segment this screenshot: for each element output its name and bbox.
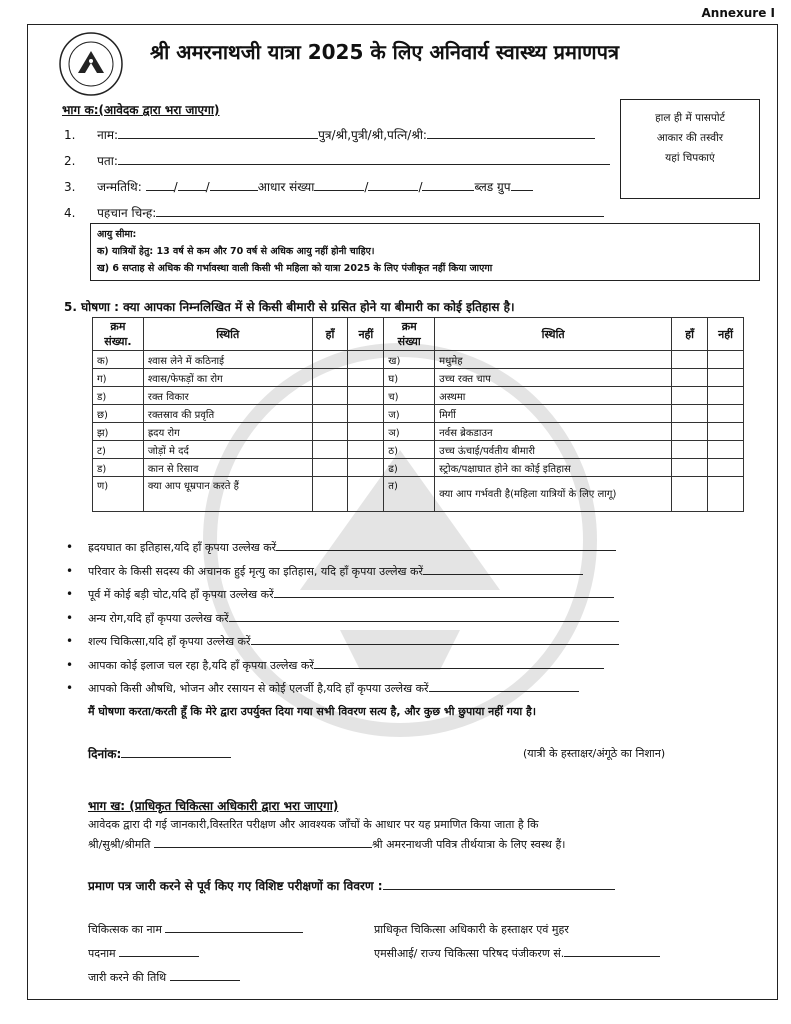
row-serial: घ) xyxy=(384,369,435,387)
registration-input[interactable] xyxy=(564,946,660,957)
question-text: आपका कोई इलाज चल रहा है,यदि हाँ कृपया उल्लेख करें xyxy=(88,658,314,672)
answer-input[interactable] xyxy=(276,540,616,551)
row-serial: त) xyxy=(384,477,435,512)
row-serial: ज) xyxy=(384,405,435,423)
row-condition: उच्च रक्त चाप xyxy=(435,369,672,387)
list-item xyxy=(66,677,619,701)
aadhaar-part-2[interactable] xyxy=(368,180,418,191)
bullet-icon: • xyxy=(66,681,74,695)
id-mark-label: पहचान चिन्ह: xyxy=(97,206,157,220)
blood-group-input[interactable] xyxy=(511,180,533,191)
answer-input[interactable] xyxy=(314,658,604,669)
table-row xyxy=(93,441,744,459)
yes-cell[interactable] xyxy=(672,477,708,512)
no-cell[interactable] xyxy=(348,441,384,459)
list-item xyxy=(66,607,619,631)
dob-label: जन्मतिथि: xyxy=(97,180,142,194)
yes-cell[interactable] xyxy=(312,477,348,512)
yes-cell[interactable] xyxy=(312,459,348,477)
yes-cell[interactable] xyxy=(312,387,348,405)
signature-label: (यात्री के हस्ताक्षर/अंगूठे का निशान) xyxy=(523,747,666,760)
form-title: श्री अमरनाथजी यात्रा 2025 के लिए अनिवार्य स्वास्थ्य प्रमाणपत्र xyxy=(150,40,619,64)
yes-cell[interactable] xyxy=(672,351,708,369)
dob-year[interactable] xyxy=(210,180,258,191)
row-condition: कान से रिसाव xyxy=(143,459,312,477)
list-item xyxy=(66,630,619,654)
row-serial: ढ) xyxy=(384,459,435,477)
issue-date-input[interactable] xyxy=(170,970,240,981)
row-serial: ड) xyxy=(93,459,144,477)
designation-label: पदनाम xyxy=(88,947,116,960)
part-b-heading: भाग ख: (प्राधिकृत चिकित्सा अधिकारी द्वारा भरा जाएगा) xyxy=(88,799,339,813)
doctor-name-input[interactable] xyxy=(165,922,303,933)
question-text: परिवार के किसी सदस्य की अचानक हुई मृत्यु का इतिहास, यदि हाँ कृपया उल्लेख करें xyxy=(88,564,423,578)
declaration-statement: मैं घोषणा करता/करती हूँ कि मेरे द्वारा उपर्युक्त दिया गया सभी विवरण सत्य है, और कुछ भी छुपाया नहीं गया है। xyxy=(88,705,537,718)
name-input[interactable] xyxy=(118,128,318,139)
field-number: 4. xyxy=(64,206,76,220)
tests-label: प्रमाण पत्र जारी करने से पूर्व किए गए विशिष्ट परीक्षणों का विवरण : xyxy=(88,879,383,893)
age-limit-box xyxy=(90,223,760,281)
age-limit-a: क) यात्रियों हेतु: 13 वर्ष से कम और 70 वर्ष से अधिक आयु नहीं होनी चाहिए। xyxy=(97,246,375,257)
additional-questions xyxy=(66,536,619,701)
row-serial: ण) xyxy=(93,477,144,512)
issue-date-label: जारी करने की तिथि xyxy=(88,971,167,984)
age-limit-b: ख) 6 सप्ताह से अधिक की गर्भावस्था वाली किसी भी महिला को यात्रा 2025 के लिए पंजीकृत नहीं किया जाएगा xyxy=(97,263,493,274)
row-condition: श्वास लेने में कठिनाई xyxy=(143,351,312,369)
photo-text-3: यहां चिपकाएं xyxy=(665,152,715,164)
doctor-name-row xyxy=(88,922,303,937)
row-condition: उच्च ऊंचाई/पर्वतीय बीमारी xyxy=(435,441,672,459)
tests-row xyxy=(88,877,615,894)
honorific-label: श्री/सुश्री/श्रीमति xyxy=(88,838,151,851)
logo-caption xyxy=(0,0,1,1)
name-label: नाम: xyxy=(97,128,119,142)
row-condition: अस्थमा xyxy=(435,387,672,405)
row-condition: मधुमेह xyxy=(435,351,672,369)
date-input[interactable] xyxy=(121,747,231,758)
row-condition: रक्तस्राव की प्रवृति xyxy=(143,405,312,423)
question-text: पूर्व में कोई बड़ी चोट,यदि हाँ कृपया उल्लेख करें xyxy=(88,588,274,601)
aadhaar-part-3[interactable] xyxy=(422,180,474,191)
no-cell[interactable] xyxy=(348,459,384,477)
no-cell[interactable] xyxy=(348,477,384,512)
row-serial: ट) xyxy=(93,441,144,459)
no-cell[interactable] xyxy=(348,423,384,441)
answer-input[interactable] xyxy=(274,587,614,598)
table-row xyxy=(93,405,744,423)
row-serial: ड) xyxy=(93,387,144,405)
table-row xyxy=(93,477,744,512)
bullet-icon: • xyxy=(66,634,74,648)
date-row xyxy=(88,745,231,762)
col-no: नहीं xyxy=(348,318,384,351)
applicant-name-input[interactable] xyxy=(154,837,372,848)
no-cell[interactable] xyxy=(708,423,744,441)
table-row xyxy=(93,423,744,441)
yes-cell[interactable] xyxy=(672,405,708,423)
no-cell[interactable] xyxy=(708,441,744,459)
aadhaar-part-1[interactable] xyxy=(314,180,364,191)
row-condition: जोड़ों मे दर्द xyxy=(143,441,312,459)
bullet-icon: • xyxy=(66,563,74,578)
officer-signature-label: प्राधिकृत चिकित्सा अधिकारी के हस्ताक्षर एवं मुहर xyxy=(374,923,569,936)
yes-cell[interactable] xyxy=(312,405,348,423)
age-limit-title: आयु सीमा: xyxy=(97,229,137,240)
designation-row xyxy=(88,946,199,961)
no-cell[interactable] xyxy=(348,387,384,405)
no-cell[interactable] xyxy=(708,351,744,369)
col-serial: क्रम संख्या. xyxy=(93,318,144,351)
relation-input[interactable] xyxy=(427,128,595,139)
no-cell[interactable] xyxy=(708,459,744,477)
no-cell[interactable] xyxy=(708,477,744,512)
no-cell[interactable] xyxy=(708,369,744,387)
part-b-line-2 xyxy=(88,837,565,852)
part-b-line-1: आवेदक द्वारा दी गई जानकारी,विस्तरित परीक्षण और आवश्यक जाँचों के आधार पर यह प्रमाणित किया जाता है कि xyxy=(88,818,539,831)
list-item xyxy=(66,654,619,678)
no-cell[interactable] xyxy=(708,405,744,423)
list-item xyxy=(66,560,619,584)
row-serial: क) xyxy=(93,351,144,369)
shrine-board-logo xyxy=(58,31,124,97)
question-text: ह्रदयघात का इतिहास,यदि हाँ कृपया उल्लेख करें xyxy=(88,541,277,554)
registration-label: एमसीआई/ राज्य चिकित्सा परिषद पंजीकरण सं. xyxy=(374,947,565,960)
row-serial: ठ) xyxy=(384,441,435,459)
yes-cell[interactable] xyxy=(312,351,348,369)
answer-input[interactable] xyxy=(251,634,619,645)
list-item xyxy=(66,583,619,607)
table-row xyxy=(93,351,744,369)
relation-label: पुत्र/श्री,पुत्री/श्री,पत्नि/श्री: xyxy=(318,128,427,142)
question-text: शल्य चिकित्सा,यदि हाँ कृपया उल्लेख करें xyxy=(88,635,251,648)
row-condition: क्या आप गर्भवती है(महिला यात्रियों के लिए लागू) xyxy=(435,477,672,512)
blood-group-label: ब्लड ग्रुप xyxy=(474,180,511,194)
bullet-icon: • xyxy=(66,587,74,601)
row-serial: ख) xyxy=(384,351,435,369)
part-a-heading: भाग क:(आवेदक द्वारा भरा जाएगा) xyxy=(62,103,220,117)
yes-cell[interactable] xyxy=(672,423,708,441)
fitness-statement: श्री अमरनाथजी पवित्र तीर्थयात्रा के लिए स्वस्थ हैं। xyxy=(371,838,566,851)
yes-cell[interactable] xyxy=(312,423,348,441)
field-id-mark-row xyxy=(64,204,604,221)
row-condition: श्वास/फेफड़ों का रोग xyxy=(143,369,312,387)
col-condition: स्थिति xyxy=(143,318,312,351)
no-cell[interactable] xyxy=(348,369,384,387)
row-serial: ञ) xyxy=(384,423,435,441)
question-text: अन्य रोग,यदि हाँ कृपया उल्लेख करें xyxy=(88,611,229,625)
address-input[interactable] xyxy=(118,154,610,165)
answer-input[interactable] xyxy=(423,564,583,575)
bullet-icon: • xyxy=(66,657,74,672)
no-cell[interactable] xyxy=(708,387,744,405)
field-number: 2. xyxy=(64,154,76,168)
field-number: 1. xyxy=(64,128,76,142)
col-condition-2: स्थिति xyxy=(435,318,672,351)
bullet-icon: • xyxy=(66,610,74,625)
yes-cell[interactable] xyxy=(312,369,348,387)
row-condition: रक्त विकार xyxy=(143,387,312,405)
row-condition: नर्वस ब्रेकडाउन xyxy=(435,423,672,441)
no-cell[interactable] xyxy=(348,405,384,423)
col-yes-2: हाँ xyxy=(672,318,708,351)
question-text: आपको किसी औषधि, भोजन और रसायन से कोई एलर्जी है,यदि हाँ कृपया उल्लेख करें xyxy=(88,682,429,695)
yes-cell[interactable] xyxy=(312,441,348,459)
address-label: पता: xyxy=(97,154,118,168)
row-serial: ग) xyxy=(93,369,144,387)
col-serial-2: क्रम संख्या xyxy=(384,318,435,351)
issue-date-row xyxy=(88,970,240,985)
yes-cell[interactable] xyxy=(672,369,708,387)
yes-cell[interactable] xyxy=(672,387,708,405)
table-row xyxy=(93,369,744,387)
field-number: 3. xyxy=(64,180,76,194)
row-serial: च) xyxy=(384,387,435,405)
photo-box[interactable] xyxy=(620,99,760,199)
row-condition: ह्रदय रोग xyxy=(143,423,312,441)
answer-input[interactable] xyxy=(429,681,579,692)
tests-input[interactable] xyxy=(383,879,615,890)
yes-cell[interactable] xyxy=(672,459,708,477)
table-row xyxy=(93,387,744,405)
table-row xyxy=(93,459,744,477)
photo-text-2: आकार की तस्वीर xyxy=(656,132,724,144)
doctor-name-label: चिकित्सक का नाम xyxy=(88,923,162,936)
row-serial: झ) xyxy=(93,423,144,441)
registration-row xyxy=(374,946,660,961)
dob-month[interactable] xyxy=(178,180,206,191)
conditions-table xyxy=(92,317,744,512)
annexure-label: Annexure I xyxy=(701,6,775,20)
answer-input[interactable] xyxy=(229,611,619,622)
photo-text-1: हाल ही में पासपोर्ट xyxy=(655,112,725,124)
col-no-2: नहीं xyxy=(708,318,744,351)
yes-cell[interactable] xyxy=(672,441,708,459)
field-address-row xyxy=(64,152,610,169)
row-serial: छ) xyxy=(93,405,144,423)
row-condition: स्ट्रोक/पक्षाघात होने का कोई इतिहास xyxy=(435,459,672,477)
dob-day[interactable] xyxy=(146,180,174,191)
field-dob-row: 3. जन्मतिथि: / / आधार संख्या / / ब्लड ग्रुप xyxy=(64,178,533,195)
row-condition: क्या आप धूम्रपान करते हैं xyxy=(143,477,312,512)
id-mark-input[interactable] xyxy=(156,206,604,217)
date-label: दिनांक: xyxy=(88,747,122,761)
no-cell[interactable] xyxy=(348,351,384,369)
bullet-icon: • xyxy=(66,540,74,554)
col-yes: हाँ xyxy=(312,318,348,351)
aadhaar-label: आधार संख्या xyxy=(257,180,315,194)
list-item xyxy=(66,536,619,560)
row-condition: मिर्गी xyxy=(435,405,672,423)
designation-input[interactable] xyxy=(119,946,199,957)
declaration-heading: 5. घोषणा : क्या आपका निम्नलिखित में से किसी बीमारी से ग्रसित होने या बीमारी का कोई इतिहास है। xyxy=(64,300,515,314)
field-name-row xyxy=(64,126,595,143)
